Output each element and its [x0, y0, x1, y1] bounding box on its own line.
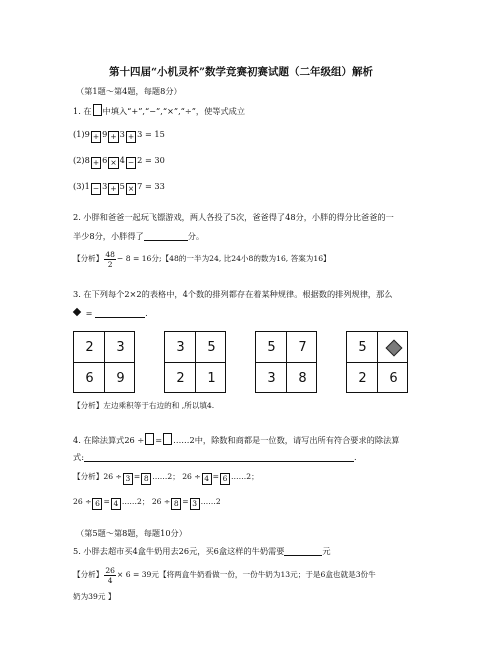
- q3-line-2: = .: [73, 307, 148, 319]
- grid-cell: 3: [267, 371, 276, 386]
- answer-box: ×: [110, 158, 117, 167]
- answer-blank: [144, 231, 188, 241]
- answer-box: 6: [92, 498, 102, 510]
- q2-line-1: 2. 小胖和爸爸一起玩飞镖游戏，两人各投了5次，爸爸得了48分，小胖的得分比爸爸的一: [73, 212, 394, 222]
- empty-box: [163, 433, 172, 445]
- grid-cell: 2: [358, 371, 367, 386]
- fraction: $\frac{26}{4}$: [105, 565, 115, 585]
- answer-box: ×: [127, 184, 135, 193]
- answer-blank: [84, 452, 354, 462]
- q5-analysis: 【分析】 $\frac{26}{4}$ × 6 = 39元【将两盒牛奶看做一份，一份牛奶为13元；于是6盒也就是3份牛: [73, 565, 376, 585]
- answer-box: 4: [111, 498, 121, 510]
- grid-cell-diamond: [378, 332, 409, 363]
- answer-box: +: [110, 184, 117, 193]
- empty-box: [93, 104, 102, 116]
- grid-cell: 1: [207, 371, 216, 386]
- number-grid: [346, 331, 408, 393]
- q5-analysis-line-2: 奶为39元 】: [73, 592, 116, 601]
- q2-analysis: 【分析】 $\frac{48}{2}$ − 8 = 16分;【48的一半为24, 比24小8的数为16, 答案为16】: [73, 249, 331, 269]
- diamond-icon: [385, 339, 402, 356]
- answer-box: 3: [190, 498, 200, 510]
- q4-analysis-1: 【分析】26 ÷ 3 = 8 ……2； 26 ÷ 4 = 6 ……2；: [73, 472, 259, 483]
- grid-cell: 5: [207, 340, 216, 355]
- q1-stem: 1. 在 中填入“+”,“−”,“×”,“÷”，使等式成立: [73, 106, 246, 116]
- section-header-1: （第1题～第4题，每题8分）: [76, 86, 182, 96]
- q5-line-1: 5. 小胖去超市买4盒牛奶用去26元，买6盒这样的牛奶需要 元: [73, 546, 331, 556]
- answer-blank: [95, 308, 145, 318]
- q1-line-3: (3)1 − 3 + 5 × 7 = 33: [73, 181, 165, 193]
- grid-cell: 3: [176, 340, 185, 355]
- answer-box: +: [127, 132, 135, 141]
- q4-line-1: 4. 在除法算式26 ÷ = ……2中，除数和商都是一位数，请写出所有符合要求的除法算: [73, 435, 400, 445]
- q3-analysis: 【分析】左边乘积等于右边的和 ,所以填4.: [73, 401, 215, 410]
- grid-cell: 6: [85, 371, 94, 386]
- answer-box: 8: [141, 473, 151, 485]
- page-title: 第十四届“小机灵杯”数学竞赛初赛试题（二年级组）解析: [108, 66, 374, 78]
- grid-cell: 3: [116, 340, 125, 355]
- answer-box: 4: [202, 473, 212, 485]
- grid-cell: 6: [389, 371, 398, 386]
- grid-cell: 2: [85, 340, 94, 355]
- q1-line-1: (1)9 + 9 + 3 + 3 = 15: [73, 129, 165, 141]
- fraction: $\frac{48}{2}$: [105, 249, 115, 269]
- number-grid: [164, 331, 226, 393]
- answer-box: −: [92, 184, 100, 193]
- q4-analysis-2: 26 ÷ 6 = 4 ……2； 26 ÷ 8 = 3 ……2: [73, 497, 221, 508]
- number-grid: [73, 331, 135, 393]
- answer-box: 8: [171, 498, 181, 510]
- grid-cell: 7: [298, 340, 307, 355]
- number-grid: [255, 331, 317, 393]
- q1-line-2: (2)8 + 6 × 4 − 2 = 30: [73, 155, 165, 167]
- empty-box: [145, 433, 154, 445]
- q4-line-2: 式: .: [73, 452, 357, 462]
- answer-box: 3: [123, 473, 133, 485]
- section-header-2: （第5题～第8题，每题10分）: [76, 528, 187, 538]
- q2-line-2: 半少8分，小胖得了 分。: [73, 231, 205, 241]
- answer-box: +: [110, 132, 117, 141]
- grid-cell: 9: [116, 371, 125, 386]
- grid-cell: 5: [358, 340, 367, 355]
- answer-blank: [284, 546, 322, 556]
- grid-cell: 8: [298, 371, 307, 386]
- diamond-icon: [73, 308, 81, 316]
- grid-cell: 5: [267, 340, 276, 355]
- answer-box: +: [92, 132, 100, 141]
- q3-line-1: 3. 在下列每个2×2的表格中，4个数的排列都存在着某种规律。根据数的排列规律，那么: [73, 289, 393, 299]
- answer-box: 6: [220, 473, 230, 485]
- answer-box: +: [92, 158, 100, 167]
- answer-box: −: [127, 158, 135, 167]
- grid-cell: 2: [176, 371, 185, 386]
